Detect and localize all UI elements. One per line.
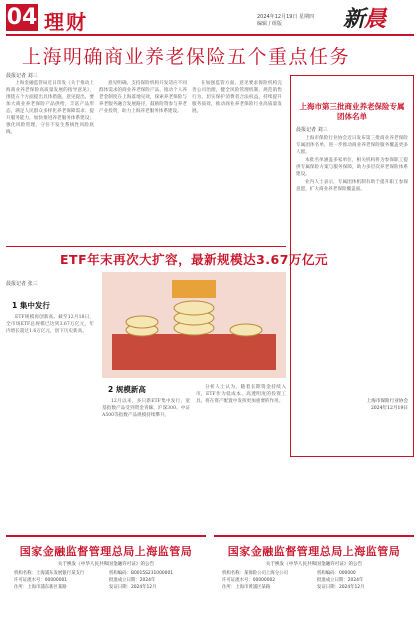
article1-col2: 意见明确，支持保险机构开发适应不同群体需求的商业养老保险产品，推动个人养老金制度在上海落地见效，探索养老保险与养老服务融合发展路径，鼓励险资参与养老产业投资，助力上海养老服务体系建设。 [99, 81, 187, 114]
article2-byline: 晨报记者 张三 [6, 281, 38, 287]
article2-col1: ETF规模再创新高。截至12月18日，全市场ETF总规模已达到3.67万亿元，年内增长超过1.6万亿元，创下历史新高。 [6, 315, 94, 334]
article2-rule [6, 246, 286, 247]
notice-right-title: 国家金融监督管理总局上海监管局 [227, 545, 401, 558]
page-number: 04 [6, 5, 38, 30]
editor-line: 编辑 / 组版 [257, 21, 282, 27]
etf-illustration [102, 272, 286, 378]
notice-row: 许可证流水号：00000001 批准成立日期：2024年 [14, 578, 156, 584]
sidebar-body: 上海市保险行业协会近日发布第三批商业养老保险专属团体名单，进一步推动商业养老保险服务覆盖更多人群。 本批名单涵盖多家单位，相关机构将为参保职工提供专属保险方案与服务保障，助力多层次养老保险体系建设。 业内人士表示，专属团体机制有助于提升职工参保意愿，扩大商业养老保险覆盖面。 [296, 136, 408, 192]
article1-col1: 上海金融监管局近日印发《关于推动上海商业养老保险高质量发展的指导意见》，围绕五个方面提出具体措施。意见提出，要加大商业养老保险产品供给，丰富产品形态，满足人民群众多样化养老保障需求；提升服务能力，加快推进养老服务体系建设；强化风险管理，守住不发生系统性风险底线。 [6, 81, 94, 135]
notice-right-body [222, 570, 406, 592]
notice-right [214, 535, 414, 638]
article2-headline: ETF年末再次大扩容，最新规模达3.67万亿元 [60, 252, 328, 267]
sidebar-footer [296, 398, 408, 412]
sidebar-footer-org: 上海市保险行业协会 [366, 399, 408, 404]
article1-col3: 在加强监管方面，意见要求保险机构完善公司治理，健全风险管理机制，规范销售行为，切实保护消费者合法权益，持续提升服务质效，推动商业养老保险行业高质量发展。 [192, 81, 282, 114]
article1-headline: 上海明确商业养老保险五个重点任务 [22, 46, 351, 68]
notice-left-title: 国家金融监督管理总局上海监管局 [19, 545, 193, 558]
article2-col3: 分析人士认为，随着长期资金持续入市，ETF作为低成本、高透明度的投资工具，将在资产配置中发挥更加重要的作用。 [196, 385, 286, 404]
notice-left [6, 535, 206, 638]
subhead-1: 1 集中发行 [12, 301, 50, 310]
notice-row: 许可证流水号：00000002 批准成立日期：2024年 [222, 578, 364, 584]
notice-left-subtitle: 关于换发《中华人民共和国金融许可证》的公告 [57, 562, 155, 567]
sidebar-footer-date: 2024年12月19日 [370, 406, 408, 411]
issue-date: 2024年12月19日 星期四 [257, 14, 315, 20]
notice-row: 住所：上海市黄浦区某路 发证日期：2024年12月 [222, 585, 365, 591]
article2-col2: 12月以来，多只新ETF集中发行，宽基指数产品受到资金青睐，沪深300、中证A500等指数产品规模持续攀升。 [102, 399, 190, 418]
article1-byline: 晨报记者 刘三 [6, 73, 38, 79]
newspaper-logo [343, 2, 385, 33]
header-rule [6, 34, 414, 36]
subhead-2: 2 规模新高 [108, 385, 146, 394]
logo-text: 新 [343, 6, 365, 32]
notice-row: 住所：上海市浦东新区某路 发证日期：2024年12月 [14, 585, 157, 591]
notice-row: 机构名称：上海浦东发展银行某支行 机构编码：B0015S231000001 [14, 571, 174, 576]
sidebar-title: 上海市第三批商业养老保险专属团体名单 [299, 102, 405, 121]
notice-left-body [14, 570, 198, 592]
section-title: 理财 [44, 10, 88, 34]
sidebar-byline: 晨报记者 刘三 [296, 127, 328, 133]
notice-row: 机构名称：某保险公司上海分公司 机构编码：000000 [222, 571, 356, 576]
logo-accent: 晨 [364, 6, 386, 32]
notice-right-subtitle: 关于换发《中华人民共和国金融许可证》的公告 [265, 562, 363, 567]
header-info [257, 14, 314, 28]
